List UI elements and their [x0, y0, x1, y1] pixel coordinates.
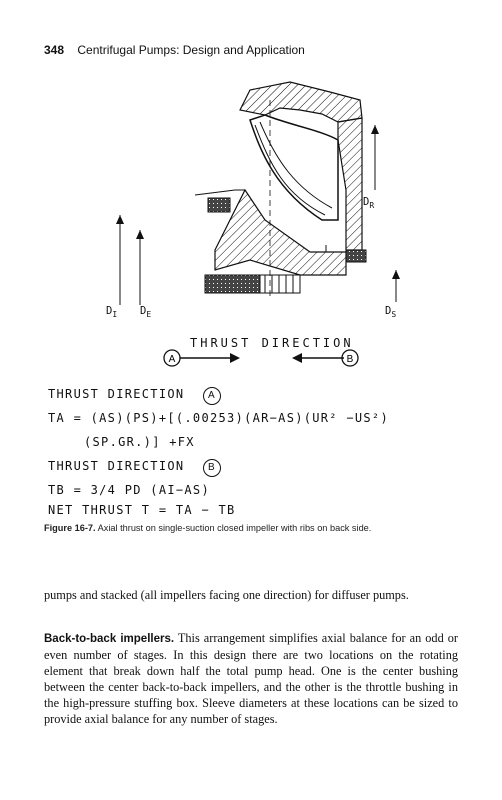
seal-ring-right [346, 250, 366, 262]
equation-line-4: THRUST DIRECTION B [48, 459, 221, 477]
paragraph-2-heading: Back-to-back impellers. [44, 633, 175, 645]
thrust-direction-title: THRUST DIRECTION [190, 336, 354, 350]
equation-line-6: NET THRUST T = TA − TB [48, 503, 236, 517]
marker-a-text: A [168, 354, 176, 365]
page-header [44, 43, 305, 57]
eq-marker-b: B [203, 459, 221, 477]
equation-line-3: (SP.GR.)] +FX [84, 435, 195, 449]
casing-top [240, 82, 362, 122]
equation-line-5: TB = 3/4 PD (AI−AS) [48, 483, 210, 497]
marker-b-text: B [346, 354, 354, 365]
running-title: Centrifugal Pumps: Design and Application [77, 43, 305, 57]
figure-caption [44, 522, 464, 534]
equation-line-2: TA = (AS)(PS)+[(.00253)(AR−AS)(UR² −US²) [48, 411, 389, 425]
page-number: 348 [44, 43, 65, 57]
label-di: $D_I$ [106, 305, 118, 320]
shaft-ribs [205, 275, 260, 293]
caption-text: Axial thrust on single-suction closed impeller with ribs on back side. [97, 523, 372, 533]
label-ds: $D_S$ [385, 305, 397, 320]
wear-ring-left [208, 198, 230, 212]
paragraph-2 [44, 630, 458, 727]
paragraph-1: pumps and stacked (all impellers facing one direction) for diffuser pumps. [44, 588, 409, 602]
label-dr: $D_R$ [363, 196, 375, 211]
eq-marker-a: A [203, 387, 221, 405]
thrust-arrows [160, 346, 360, 370]
caption-label: Figure 16-7. [44, 523, 96, 533]
equation-line-1: THRUST DIRECTION A [48, 387, 221, 405]
impeller-cross-section-drawing [100, 70, 440, 330]
paragraph-2-text: This arrangement simplifies axial balance for an odd or even number of stages. In this design there are two locations on the rotating element that break down half the total pump head. One is the center bushing between the center back-to-back impellers, and the other is the throttle bushing in the high-pressure stuffing box. Sleeve diameters at these locations can be sized to provide axial balance for any number of stages. [44, 631, 458, 726]
casing-right [338, 118, 362, 250]
label-de: $D_E$ [140, 305, 152, 320]
